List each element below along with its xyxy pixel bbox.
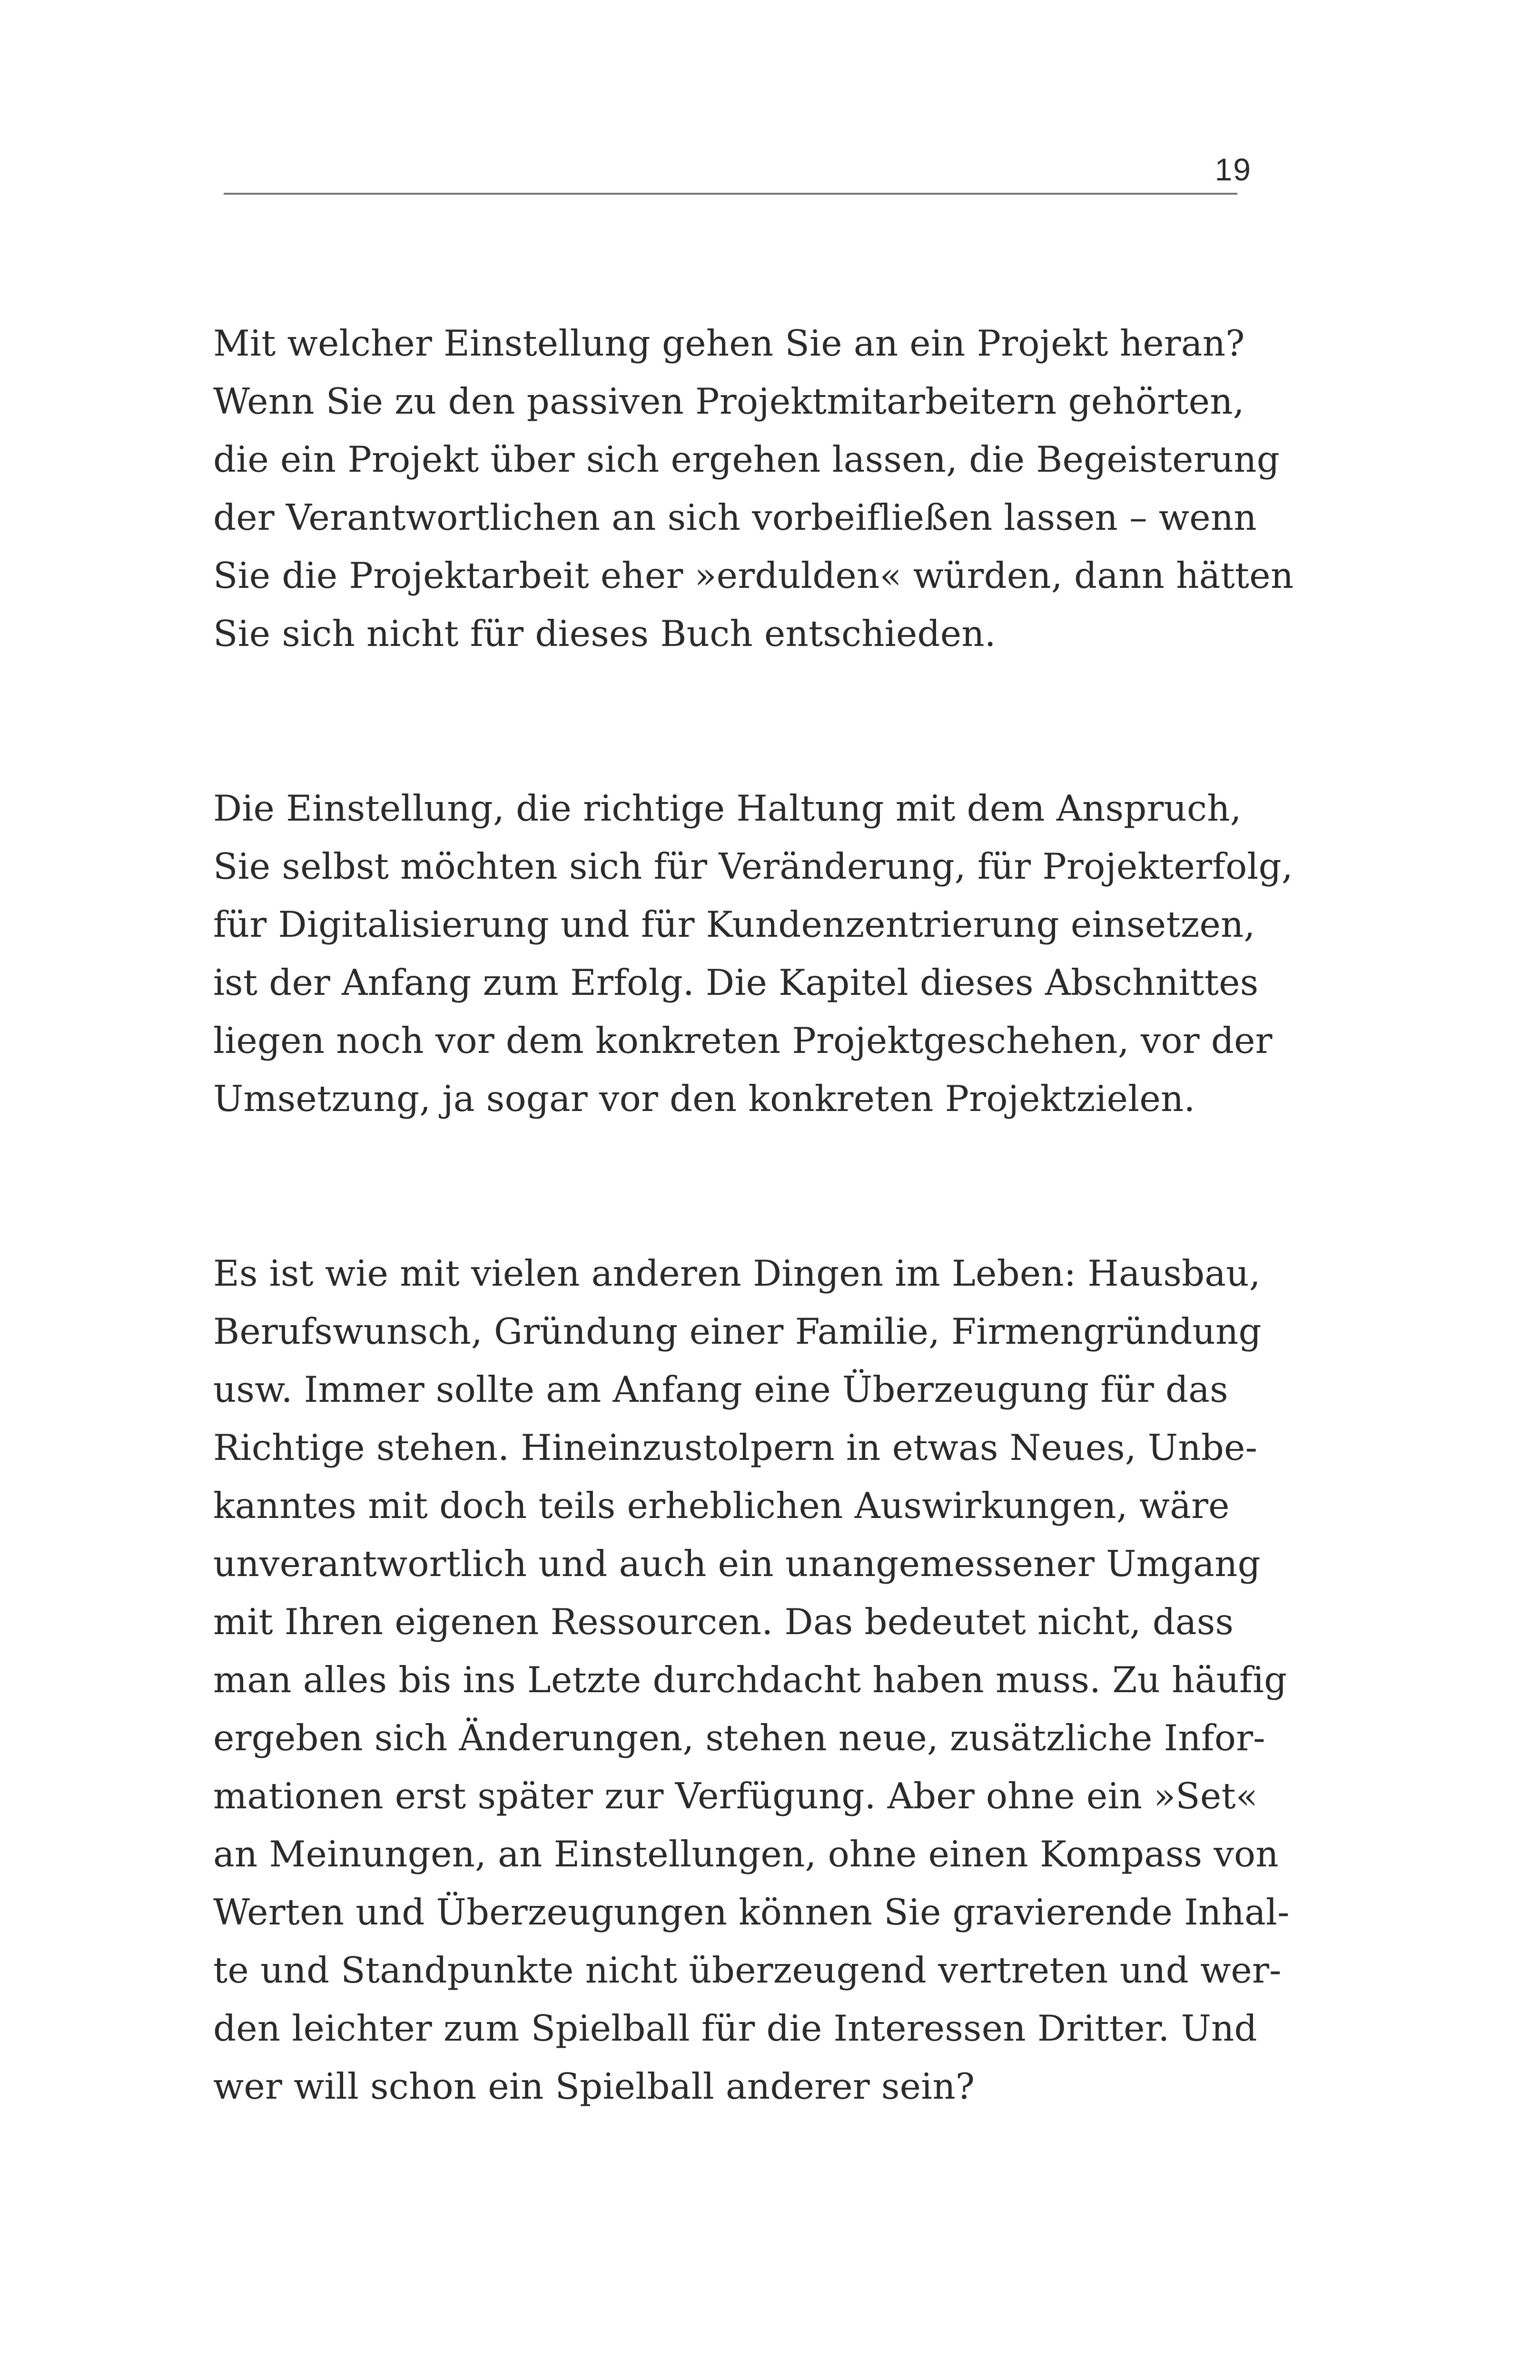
page-number: 19	[1214, 152, 1252, 187]
text-line: ergeben sich Änderungen, stehen neue, zusätzliche Infor-	[213, 1717, 1265, 1759]
text-line: Es ist wie mit vielen anderen Dingen im Leben: Hausbau,	[213, 1252, 1261, 1294]
text-line: usw. Immer sollte am Anfang eine Überzeugung für das	[213, 1368, 1228, 1410]
text-line: mit Ihren eigenen Ressourcen. Das bedeutet nicht, dass	[213, 1601, 1234, 1643]
text-line: Berufswunsch, Gründung einer Familie, Firmengründung	[213, 1310, 1262, 1352]
text-line: te und Standpunkte nicht überzeugend vertreten und wer-	[213, 1949, 1282, 1991]
text-line: Sie selbst möchten sich für Veränderung, für Projekterfolg,	[213, 845, 1293, 887]
text-line: ist der Anfang zum Erfolg. Die Kapitel dieses Abschnittes	[213, 962, 1259, 1003]
text-line: kanntes mit doch teils erheblichen Auswirkungen, wäre	[213, 1485, 1230, 1527]
text-line: wer will schon ein Spielball anderer sein?	[213, 2065, 975, 2107]
text-line: an Meinungen, an Einstellungen, ohne einen Kompass von	[213, 1833, 1279, 1875]
text-line: man alles bis ins Letzte durchdacht haben muss. Zu häufig	[213, 1659, 1287, 1701]
text-line: unverantwortlich und auch ein unangemessener Umgang	[213, 1543, 1261, 1585]
text-line: für Digitalisierung und für Kundenzentrierung einsetzen,	[213, 903, 1255, 945]
text-line: der Verantwortlichen an sich vorbeifließen lassen – wenn	[213, 496, 1257, 538]
text-line: Sie sich nicht für dieses Buch entschieden.	[213, 613, 996, 654]
text-line: Die Einstellung, die richtige Haltung mit dem Anspruch,	[213, 787, 1242, 829]
text-line: Richtige stehen. Hineinzustolpern in etwas Neues, Unbe-	[213, 1427, 1258, 1468]
paragraph-3	[213, 1244, 1308, 2115]
text-line: die ein Projekt über sich ergehen lassen, die Begeisterung	[213, 438, 1280, 480]
text-line: den leichter zum Spielball für die Interessen Dritter. Und	[213, 2007, 1257, 2049]
header-rule	[224, 193, 1237, 195]
text-line: liegen noch vor dem konkreten Projektgeschehen, vor der	[213, 1020, 1273, 1061]
paragraph-2	[213, 779, 1308, 1128]
body-text	[213, 314, 1308, 2232]
paragraph-1	[213, 314, 1308, 663]
text-line: Umsetzung, ja sogar vor den konkreten Projektzielen.	[213, 1078, 1195, 1120]
text-line: Werten und Überzeugungen können Sie gravierende Inhal-	[213, 1891, 1290, 1933]
text-line: Sie die Projektarbeit eher »erdulden« würden, dann hätten	[213, 555, 1294, 596]
text-line: mationen erst später zur Verfügung. Aber ohne ein »Set«	[213, 1775, 1258, 1817]
text-line: Wenn Sie zu den passiven Projektmitarbeitern gehörten,	[213, 380, 1244, 422]
text-line: Mit welcher Einstellung gehen Sie an ein Projekt heran?	[213, 322, 1245, 364]
